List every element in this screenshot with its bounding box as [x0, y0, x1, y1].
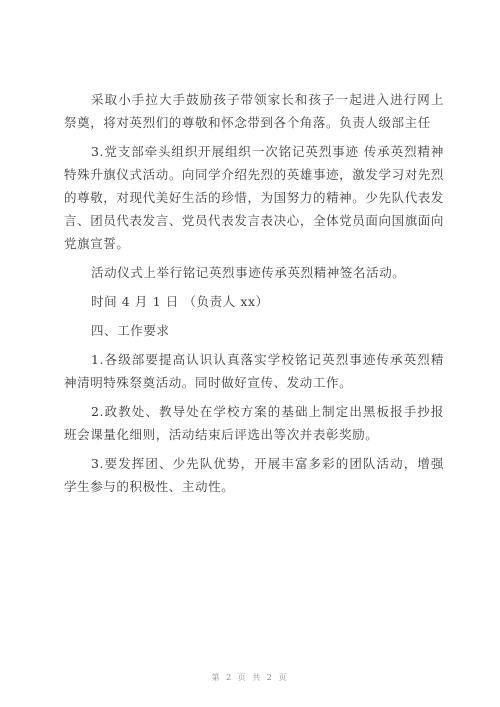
paragraph-requirement-1: 1.各级部要提高认识认真落实学校铭记英烈事迹传承英烈精神清明特殊祭奠活动。同时做好宣传、发动工作。	[64, 352, 444, 390]
document-body	[64, 88, 444, 498]
paragraph-signature-activity: 活动仪式上举行铭记英烈事迹传承英烈精神签名活动。	[91, 265, 406, 280]
paragraph-online-memorial: 采取小手拉大手鼓励孩子带领家长和孩子一起进入进行网上祭奠，将对英烈们的尊敬和怀念带到各个角落。负责人级部主任	[64, 92, 444, 130]
page-footer: 第 2 页 共 2 页	[211, 673, 289, 682]
paragraph-requirement-2: 2.政教处、教导处在学校方案的基础上制定出黑板报手抄报班会课量化细则，活动结束后评选出等次并表彰奖励。	[64, 404, 444, 442]
section-heading-work-requirements: 四、工作要求	[91, 323, 170, 338]
paragraph-time-owner: 时间 4 月 1 日 （负责人 xx）	[91, 294, 269, 309]
paragraph-flag-ceremony: 3.党支部牵头组织开展组织一次铭记英烈事迹 传承英烈精神特殊升旗仪式活动。向同学介绍先烈的英雄事迹，激发学习对先烈的尊敬，对现代美好生活的珍惜，为国努力的精神。少先队代表发言、团员代表发言、党员代表发言表决心，全体党员面向国旗面向党旗宣誓。	[64, 144, 444, 251]
paragraph-requirement-3: 3.要发挥团、少先队优势，开展丰富多彩的团队活动，增强学生参与的积极性、主动性。	[64, 456, 444, 494]
